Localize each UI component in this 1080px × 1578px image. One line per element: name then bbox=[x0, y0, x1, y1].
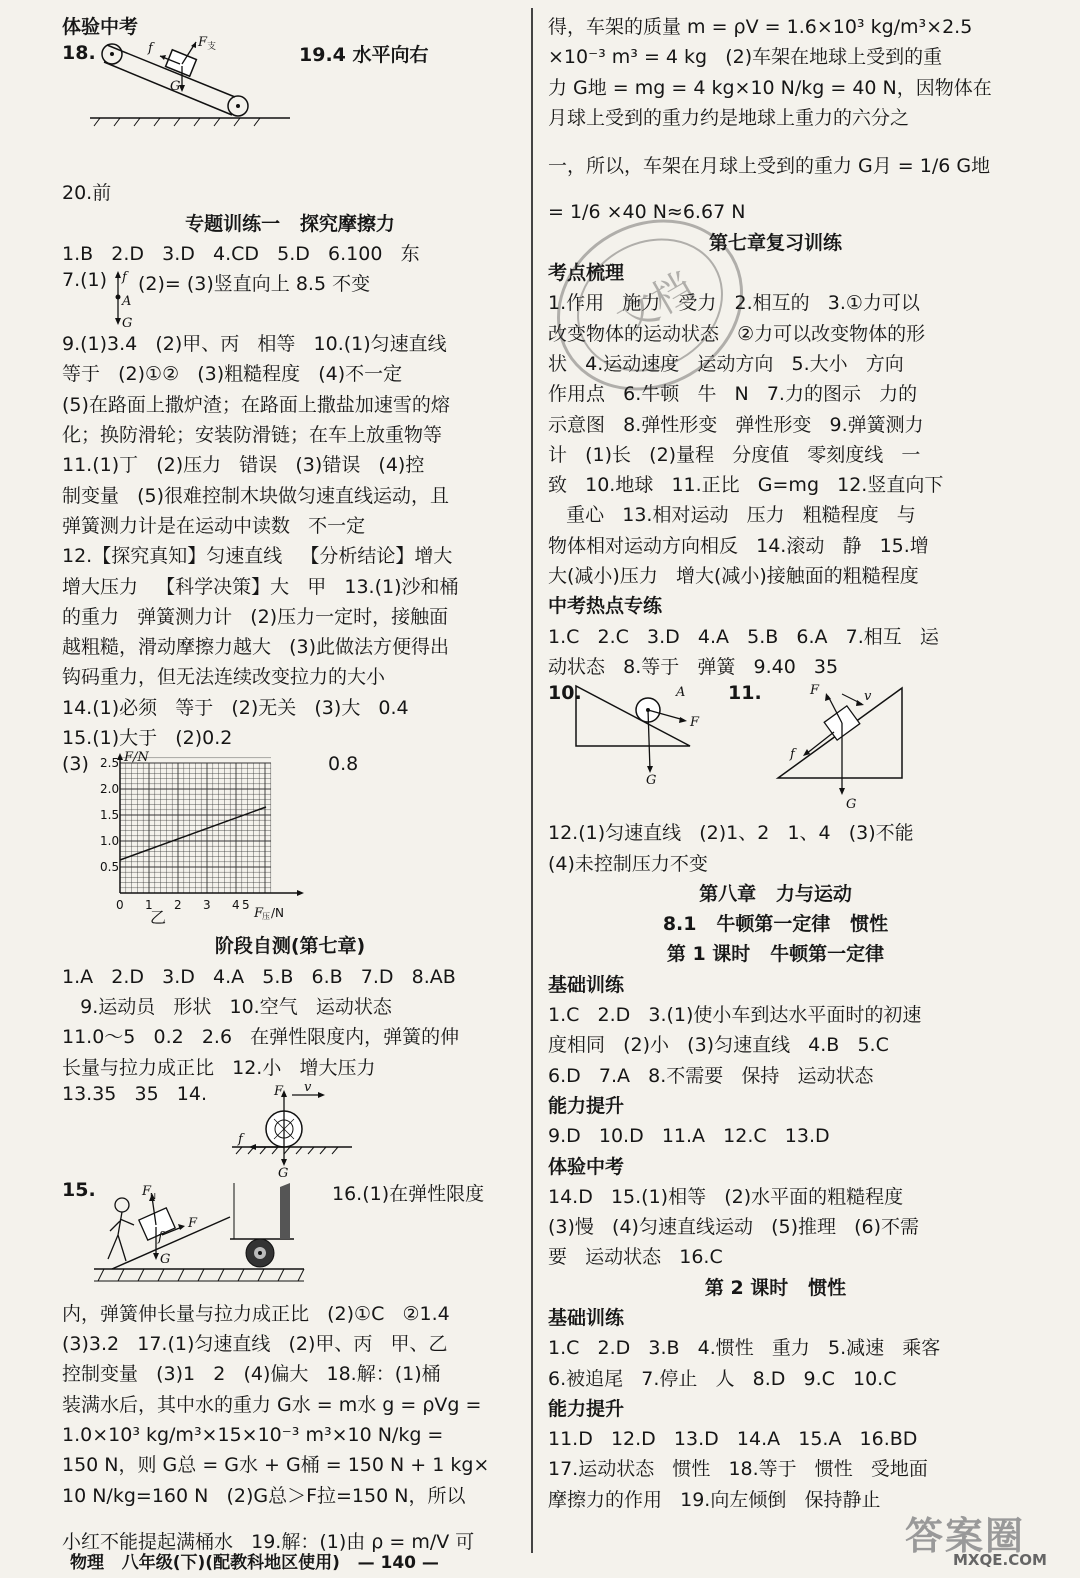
ytick: 0.5 bbox=[100, 860, 120, 875]
ball-diagram bbox=[222, 1079, 362, 1181]
block-friction-label: f bbox=[790, 747, 795, 763]
answer-line: 9.运动员 形状 10.空气 运动状态 bbox=[62, 995, 392, 1018]
answer-line: 15.(1)大于 (2)0.2 bbox=[62, 727, 233, 750]
gravity-label: G bbox=[170, 79, 181, 95]
page-footer: 物理 八年级(下)(配教科地区使用) — 140 — bbox=[70, 1553, 439, 1573]
block-g-label: G bbox=[846, 797, 857, 813]
subsection-heading: 基础训练 bbox=[548, 1306, 625, 1329]
section-title: 第七章复习训练 bbox=[708, 231, 842, 254]
xtick: 3 bbox=[203, 898, 211, 913]
ball-g-label: G bbox=[278, 1165, 289, 1181]
section-title: 专题训练一 探究摩擦力 bbox=[185, 212, 395, 235]
answer-line: 示意图 8.弹性形变 弹性形变 9.弹簧测力 bbox=[548, 413, 924, 436]
chapter-title: 第八章 力与运动 bbox=[699, 882, 852, 905]
xtick: 5 bbox=[242, 898, 250, 913]
graph-caption: 乙 bbox=[150, 908, 167, 928]
answer-line: 月球上受到的重力约是地球上重力的六分之 bbox=[548, 106, 910, 129]
answer-line: 17.运动状态 惯性 18.等于 惯性 受地面 bbox=[548, 1458, 928, 1481]
answer-line: 力 G地 = mg = 4 kg×10 N/kg = 40 N，因物体在 bbox=[548, 76, 992, 99]
truck-loading-diagram bbox=[94, 1169, 304, 1303]
graph-xlabel-sub: 压 bbox=[262, 912, 270, 922]
answer-line: 控制变量 (3)1 2 (4)偏大 18.解：(1)桶 bbox=[62, 1363, 441, 1386]
answer-line: (5)在路面上撒炉渣；在路面上撒盐加速雪的熔 bbox=[62, 393, 450, 416]
q7-rest: (2)= (3)竖直向上 8.5 不变 bbox=[138, 273, 371, 296]
incline-g-label: G bbox=[646, 773, 657, 789]
force-arrow-diagram bbox=[106, 269, 140, 332]
answer-line: 动状态 8.等于 弹簧 9.40 35 bbox=[548, 655, 839, 678]
answer-line: 得，车架的质量 m = ρV = 1.6×10³ kg/m³×2.5 bbox=[548, 16, 973, 38]
answer-line: 重心 13.相对运动 压力 粗糙程度 与 bbox=[548, 504, 916, 527]
q18-row bbox=[62, 35, 518, 130]
answer-line: 计 (1)长 (2)量程 分度值 零刻度线 一 bbox=[548, 443, 921, 466]
logo-text: 答案圈 bbox=[905, 1514, 1026, 1558]
graph-xlabel: F bbox=[254, 906, 264, 922]
truck-g-label: G bbox=[160, 1251, 171, 1267]
a-label: A bbox=[122, 294, 132, 310]
conveyor-diagram bbox=[90, 36, 290, 128]
q11-label: 11. bbox=[728, 682, 762, 705]
answer-line: 长量与拉力成正比 12.小 增大压力 bbox=[62, 1056, 376, 1079]
answer-line: 化；换防滑轮；安装防滑链；在车上放重物等 bbox=[62, 424, 443, 447]
answer-line: 等于 (2)①② (3)粗糙程度 (4)不一定 bbox=[62, 363, 403, 386]
subsection-heading: 能力提升 bbox=[548, 1094, 625, 1117]
q16-start: 16.(1)在弹性限度 bbox=[332, 1182, 485, 1205]
answer-line: 1.A 2.D 3.D 4.A 5.B 6.B 7.D 8.AB bbox=[62, 965, 456, 988]
q7-row bbox=[62, 269, 518, 332]
ytick: 2.0 bbox=[100, 782, 120, 797]
incline-block-diagram bbox=[758, 682, 908, 818]
q15-3-label: (3) bbox=[62, 753, 89, 776]
xtick: 4 bbox=[232, 898, 240, 913]
q13-answer: 13.35 35 14. bbox=[62, 1082, 208, 1105]
truck-fn-label: F bbox=[142, 1183, 152, 1199]
q19-answer: 19.4 水平向右 bbox=[299, 44, 429, 67]
answer-line: 制变量 (5)很难控制木块做匀速直线运动，且 bbox=[62, 484, 450, 507]
answer-line: 致 10.地球 11.正比 G=mg 12.竖直向下 bbox=[548, 474, 944, 497]
answer-line: 的重力 弹簧测力计 (2)压力一定时，接触面 bbox=[62, 605, 449, 628]
logo-url: MXQE.COM bbox=[953, 1551, 1047, 1569]
answer-line: 6.D 7.A 8.不需要 保持 运动状态 bbox=[548, 1064, 874, 1087]
subsection-heading: 能力提升 bbox=[548, 1397, 625, 1420]
q15-3-value: 0.8 bbox=[328, 753, 359, 776]
q15-16-row bbox=[62, 1179, 518, 1299]
answer-line: 要 运动状态 16.C bbox=[548, 1246, 723, 1269]
answer-line: 1.C 2.C 3.D 4.A 5.B 6.A 7.相互 运 bbox=[548, 625, 939, 648]
graph-xlabel-unit: /N bbox=[271, 906, 285, 921]
truck-fn-sub: N bbox=[150, 1191, 156, 1201]
incline-f-label: F bbox=[690, 715, 700, 731]
lesson-title: 第 2 课时 惯性 bbox=[704, 1276, 847, 1299]
q15-graph-row bbox=[62, 750, 518, 928]
truck-friction-label: f bbox=[158, 1229, 163, 1245]
ball-f-label: F bbox=[274, 1083, 284, 1099]
answer-line: 钩码重力，但无法连续改变拉力的大小 bbox=[62, 666, 386, 689]
answer-line: 14.(1)必须 等于 (2)无关 (3)大 0.4 bbox=[62, 696, 409, 719]
ball-v-label: v bbox=[304, 1079, 312, 1095]
q15-label: 15. bbox=[62, 1178, 96, 1201]
answer-line: 1.作用 施力 受力 2.相互的 3.①力可以 bbox=[548, 292, 920, 315]
answer-line: 越粗糙，滑动摩擦力越大 (3)此做法方便得出 bbox=[62, 636, 450, 659]
section-title: 8.1 牛顿第一定律 惯性 bbox=[662, 913, 889, 936]
answer-line: 度相同 (2)小 (3)匀速直线 4.B 5.C bbox=[548, 1034, 889, 1057]
ball-friction-label: f bbox=[238, 1131, 243, 1147]
answer-line: 6.被追尾 7.停止 人 8.D 9.C 10.C bbox=[548, 1367, 897, 1390]
q13-14-row bbox=[62, 1079, 518, 1181]
ytick: 2.5 bbox=[100, 756, 120, 771]
answer-line: 9.(1)3.4 (2)甲、丙 相等 10.(1)匀速直线 bbox=[62, 333, 447, 356]
answer-line: 弹簧测力计是在运动中读数 不一定 bbox=[62, 514, 366, 537]
stamp-text: 文档 bbox=[609, 264, 702, 345]
answer-line: 大(减小)压力 增大(减小)接触面的粗糙程度 bbox=[548, 565, 919, 588]
answer-line: 增大压力 【科学决策】大 甲 13.(1)沙和桶 bbox=[62, 575, 459, 598]
answer-line: 1.C 2.D 3.B 4.惯性 重力 5.减速 乘客 bbox=[548, 1337, 941, 1360]
q18-label: 18. bbox=[62, 42, 96, 65]
answer-line: 12.【探究真知】匀速直线 【分析结论】增大 bbox=[62, 545, 453, 568]
answer-line: 改变物体的运动状态 ②力可以改变物体的形 bbox=[548, 322, 926, 345]
answer-line: ×10⁻³ m³ = 4 kg (2)车架在地球上受到的重 bbox=[548, 46, 943, 69]
watermark-stamp bbox=[545, 200, 755, 410]
lesson-title: 第 1 课时 牛顿第一定律 bbox=[666, 943, 885, 966]
subsection-heading: 基础训练 bbox=[548, 973, 625, 996]
f-label: f bbox=[122, 270, 127, 286]
block-f-label: F bbox=[810, 683, 820, 699]
answer-line: 1.C 2.D 3.(1)使小车到达水平面时的初速 bbox=[548, 1004, 922, 1027]
section-title: 阶段自测(第七章) bbox=[214, 935, 366, 958]
truck-f-label: F bbox=[188, 1215, 198, 1231]
answer-line: 11.0～5 0.2 2.6 在弹性限度内，弹簧的伸 bbox=[62, 1026, 460, 1049]
answer-line: 1.B 2.D 3.D 4.CD 5.D 6.100 东 bbox=[62, 242, 420, 265]
left-column bbox=[62, 12, 518, 1557]
answer-line: 1.0×10³ kg/m³×15×10⁻³ m³×10 N/kg = bbox=[62, 1424, 444, 1447]
answer-line: = 1/6 ×40 N≈6.67 N bbox=[548, 201, 746, 224]
incline-a-label: A bbox=[676, 685, 686, 701]
answer-line: 11.(1)丁 (2)压力 错误 (3)错误 (4)控 bbox=[62, 454, 425, 477]
answer-line: (4)未控制压力不变 bbox=[548, 852, 708, 875]
answer-line: (3)慢 (4)匀速直线运动 (5)推理 (6)不需 bbox=[548, 1216, 920, 1239]
q7-label: 7.(1) bbox=[62, 269, 108, 292]
section-heading: 体验中考 bbox=[62, 16, 139, 38]
q10-label: 10. bbox=[548, 682, 582, 705]
answer-line: 小红不能提起满桶水 19.解：(1)由 ρ = m/V 可 bbox=[62, 1530, 475, 1553]
answer-line: 装满水后，其中水的重力 G水 = m水 g = ρVg = bbox=[62, 1393, 482, 1416]
answer-line: 14.D 15.(1)相等 (2)水平面的粗糙程度 bbox=[548, 1185, 904, 1208]
answer-line: 状 4.运动速度 运动方向 5.大小 方向 bbox=[548, 352, 904, 375]
column-divider bbox=[531, 8, 533, 1553]
answer-line: 150 N，则 G总 = G水 + G桶 = 150 N + 1 kg× bbox=[62, 1454, 490, 1477]
q10-11-row bbox=[548, 682, 1003, 818]
xtick: 2 bbox=[174, 898, 182, 913]
xtick: 1 bbox=[145, 898, 153, 913]
answer-line: 12.(1)匀速直线 (2)1、2 1、4 (3)不能 bbox=[548, 822, 914, 845]
ytick: 1.0 bbox=[100, 834, 120, 849]
answer-line: 物体相对运动方向相反 14.滚动 静 15.增 bbox=[548, 534, 929, 557]
answer-line: 11.D 12.D 13.D 14.A 15.A 16.BD bbox=[548, 1428, 918, 1451]
support-sub: 支 bbox=[207, 42, 217, 53]
subsection-heading: 体验中考 bbox=[548, 1155, 625, 1178]
graph-ylabel: F/N bbox=[124, 750, 149, 766]
g-label: G bbox=[122, 316, 133, 332]
support-force-label: F bbox=[198, 35, 208, 51]
answer-line: 20.前 bbox=[62, 182, 112, 205]
force-graph bbox=[90, 747, 310, 921]
block-v-label: v bbox=[864, 689, 872, 705]
xtick: 0 bbox=[116, 898, 124, 913]
friction-label: f bbox=[148, 41, 153, 57]
ytick: 1.5 bbox=[100, 808, 120, 823]
subsection-heading: 中考热点专练 bbox=[548, 595, 663, 618]
answer-line: 9.D 10.D 11.A 12.C 13.D bbox=[548, 1125, 830, 1148]
answer-line: 内，弹簧伸长量与拉力成正比 (2)①C ②1.4 bbox=[62, 1302, 450, 1325]
answer-line: 10 N/kg=160 N (2)G总＞F拉=150 N，所以 bbox=[62, 1484, 466, 1507]
answer-line: 摩擦力的作用 19.向左倾倒 保持静止 bbox=[548, 1488, 881, 1511]
answer-line: 作用点 6.牛顿 牛 N 7.力的图示 力的 bbox=[548, 383, 918, 406]
site-logo bbox=[905, 1505, 1075, 1570]
answer-line: 一，所以，车架在月球上受到的重力 G月 = 1/6 G地 bbox=[548, 155, 991, 178]
subsection-heading: 考点梳理 bbox=[548, 262, 625, 285]
incline-ball-diagram bbox=[572, 682, 712, 789]
answer-line: (3)3.2 17.(1)匀速直线 (2)甲、丙 甲、乙 bbox=[62, 1333, 448, 1356]
